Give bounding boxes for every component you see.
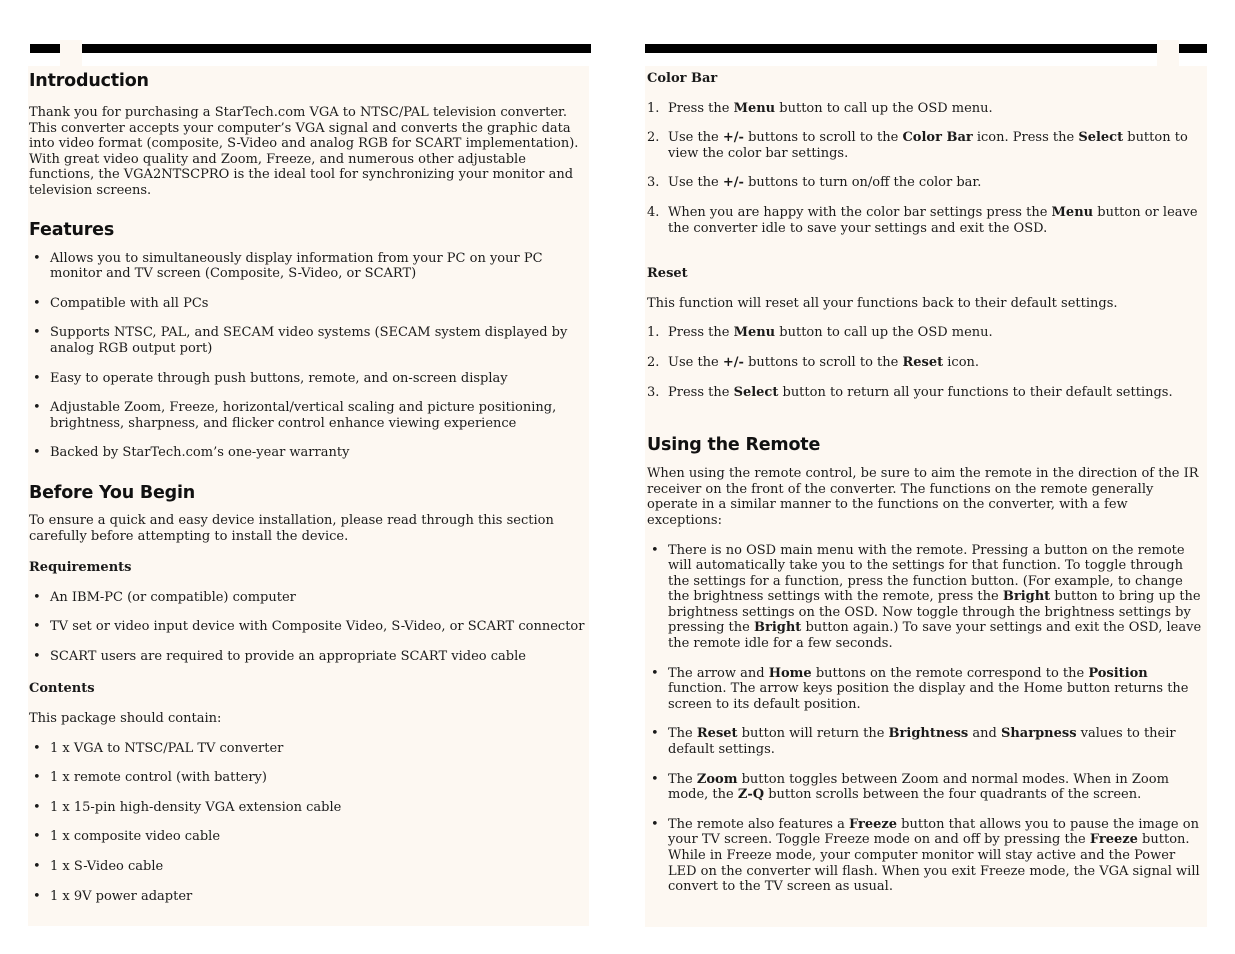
item-text: button to view the color bar settings. — [668, 130, 1188, 161]
item-text: Compatible with all PCs — [50, 295, 209, 311]
item-text: Allows you to simultaneously display information from your PC on your PC monitor and TV screen (Composite, S-Video, or SCART) — [50, 250, 543, 282]
requirements-heading: Requirements — [29, 560, 132, 576]
bullet-icon: • — [651, 542, 659, 558]
list-item — [29, 889, 589, 905]
item-text: The arrow and — [668, 665, 769, 681]
features-list — [29, 251, 589, 461]
list-item — [29, 296, 589, 312]
step-number: 1. — [647, 325, 660, 341]
item-bold-text: +/- — [722, 130, 744, 146]
list-item — [647, 666, 1205, 713]
bullet-icon: • — [651, 665, 659, 681]
bullet-icon: • — [33, 325, 41, 341]
bullet-icon: • — [33, 445, 41, 461]
item-text: button again.) To save your settings and exit the OSD, leave the remote idle for a few seconds. — [668, 620, 1202, 652]
using-the-remote-intro: When using the remote control, be sure to aim the remote in the direction of the IR receiver on the front of the converter. The functions on the remote generally operate in a similar manner to the functions on the converter, with a few exceptions: — [647, 466, 1199, 528]
color-bar-steps — [647, 101, 1205, 237]
left-page — [0, 0, 617, 954]
item-text: button to bring up the brightness settings on the OSD. Now toggle through the brightness settings by pressing the — [668, 589, 1201, 636]
item-text: 1 x composite video cable — [50, 829, 221, 845]
item-bold-text: Bright — [1002, 589, 1051, 605]
step-number: 2. — [647, 130, 660, 146]
item-text: Press the — [668, 384, 734, 400]
item-text: button toggles between Zoom and normal modes. When in Zoom mode, the — [668, 771, 1169, 803]
list-item — [29, 741, 589, 757]
step-number: 2. — [647, 354, 660, 370]
step-item — [647, 101, 1205, 117]
list-item — [29, 619, 589, 635]
item-text: button or leave the converter idle to save your settings and exit the OSD. — [668, 204, 1198, 236]
item-bold-text: +/- — [722, 175, 744, 191]
step-item — [647, 355, 1205, 371]
bullet-icon: • — [651, 726, 659, 742]
item-bold-text: Home — [768, 665, 812, 681]
remote-list — [647, 543, 1205, 895]
item-text: buttons on the remote correspond to the — [811, 665, 1089, 681]
bullet-icon: • — [33, 799, 41, 815]
step-item — [647, 325, 1205, 341]
left-header-bar — [30, 44, 591, 53]
item-text: button scrolls between the four quadrants of the screen. — [764, 787, 1142, 803]
item-bold-text: Z-Q — [737, 787, 765, 803]
list-item — [29, 800, 589, 816]
introduction-body: Thank you for purchasing a StarTech.com VGA to NTSC/PAL television converter. This converter accepts your computer’s VGA signal and converts the graphic data into video format (composite, S-Video and analog RGB for SCART implementation). With great video quality and Zoom, Freeze, and numerous other adjustable functions, the VGA2NTSCPRO is the ideal tool for synchronizing your monitor and television screens. — [29, 105, 579, 198]
list-item — [29, 649, 589, 665]
item-text: button to call up the OSD menu. — [775, 100, 993, 116]
item-bold-text: Menu — [733, 325, 776, 341]
bullet-icon: • — [33, 370, 41, 386]
color-bar-heading: Color Bar — [647, 71, 718, 86]
bullet-icon: • — [33, 400, 41, 416]
item-text: The — [668, 726, 697, 742]
step-number: 3. — [647, 175, 660, 191]
bullet-icon: • — [33, 740, 41, 756]
item-text: The — [668, 771, 697, 787]
list-item — [29, 829, 589, 845]
item-text: There is no OSD main menu with the remote. Pressing a button on the remote will automatically take you to the settings for that function. To toggle through the settings for a function, press the function button. (For example, to change the brightness settings with the remote, press the — [668, 542, 1185, 605]
step-number: 1. — [647, 100, 660, 116]
item-text: button to return all your functions to their default settings. — [778, 384, 1173, 400]
reset-heading: Reset — [647, 266, 688, 282]
requirements-list — [29, 590, 589, 665]
list-item — [647, 817, 1205, 895]
reset-intro: This function will reset all your functions back to their default settings. — [647, 295, 1118, 311]
step-item — [647, 175, 1205, 191]
item-text: button to call up the OSD menu. — [775, 325, 993, 341]
item-bold-text: Freeze — [1089, 832, 1138, 848]
bullet-icon: • — [651, 771, 659, 787]
item-bold-text: Brightness — [888, 726, 969, 742]
step-number: 3. — [647, 384, 660, 400]
step-item — [647, 385, 1205, 401]
step-item — [647, 130, 1205, 161]
item-text: icon. Press the — [972, 130, 1079, 146]
list-item — [29, 859, 589, 875]
list-item — [29, 371, 589, 387]
bullet-icon: • — [33, 829, 41, 845]
item-text: Use the — [668, 130, 723, 146]
contents-list — [29, 741, 589, 905]
item-text: Use the — [668, 354, 723, 370]
item-text: function. The arrow keys position the display and the Home button returns the screen to its default position. — [668, 681, 1189, 712]
item-bold-text: Reset — [696, 726, 738, 742]
item-text: Easy to operate through push buttons, remote, and on-screen display — [50, 370, 508, 386]
using-the-remote-heading: Using the Remote — [647, 435, 821, 456]
before-you-begin-heading: Before You Begin — [29, 482, 196, 503]
item-bold-text: +/- — [722, 354, 744, 370]
list-item — [29, 400, 589, 431]
bullet-icon: • — [651, 816, 659, 832]
item-text: Adjustable Zoom, Freeze, horizontal/vertical scaling and picture positioning, brightness, sharpness, and flicker control enhance viewing experience — [50, 400, 557, 431]
right-header-tab — [1157, 40, 1179, 67]
item-bold-text: Position — [1088, 665, 1148, 681]
item-text: The remote also features a — [668, 816, 849, 832]
item-text: button. While in Freeze mode, your computer monitor will stay active and the Power LED on the converter will flash. When you exit Freeze mode, the VGA signal will convert to the TV screen as usual. — [668, 832, 1200, 895]
item-text: Press the — [668, 325, 734, 341]
item-text: icon. — [943, 354, 980, 370]
item-bold-text: Reset — [902, 354, 944, 370]
item-bold-text: Select — [733, 384, 779, 400]
item-text: Supports NTSC, PAL, and SECAM video systems (SECAM system displayed by analog RGB output port) — [50, 325, 568, 356]
item-text: 1 x remote control (with battery) — [50, 770, 267, 786]
item-text: TV set or video input device with Composite Video, S-Video, or SCART connector — [50, 619, 585, 635]
item-text: button will return the — [737, 726, 889, 742]
list-item — [647, 772, 1205, 803]
contents-intro: This package should contain: — [29, 711, 222, 727]
item-text: 1 x 15-pin high-density VGA extension cable — [50, 799, 342, 815]
item-text: 1 x S-Video cable — [50, 859, 164, 875]
item-text: Press the — [668, 100, 734, 116]
right-header-bar — [645, 44, 1207, 53]
item-text: SCART users are required to provide an appropriate SCART video cable — [50, 648, 526, 664]
item-text: 1 x 9V power adapter — [50, 888, 193, 904]
features-heading: Features — [29, 219, 115, 240]
bullet-icon: • — [33, 770, 41, 786]
item-bold-text: Color Bar — [902, 130, 973, 146]
bullet-icon: • — [33, 888, 41, 904]
right-page — [617, 0, 1235, 954]
list-item — [647, 543, 1205, 652]
list-item — [29, 770, 589, 786]
introduction-heading: Introduction — [29, 71, 149, 91]
item-text: 1 x VGA to NTSC/PAL TV converter — [50, 740, 284, 756]
item-bold-text: Bright — [753, 620, 802, 636]
step-number: 4. — [647, 204, 660, 220]
list-item — [29, 590, 589, 606]
before-you-begin-body: To ensure a quick and easy device installation, please read through this section carefully before attempting to install the device. — [29, 512, 554, 544]
bullet-icon: • — [33, 250, 41, 266]
list-item — [29, 325, 589, 356]
item-text: Backed by StarTech.com’s one-year warranty — [50, 445, 350, 461]
item-text: When you are happy with the color bar settings press the — [668, 204, 1052, 220]
list-item — [29, 445, 589, 461]
item-bold-text: Sharpness — [1000, 726, 1077, 742]
bullet-icon: • — [33, 589, 41, 605]
item-text: button that allows you to pause the image on your TV screen. Toggle Freeze mode on and off by pressing the — [668, 816, 1199, 848]
item-bold-text: Menu — [733, 100, 776, 116]
bullet-icon: • — [33, 648, 41, 664]
item-text: buttons to scroll to the — [743, 130, 903, 146]
list-item — [647, 726, 1205, 757]
item-text: buttons to scroll to the — [743, 354, 903, 370]
item-text: values to their default settings. — [668, 726, 1176, 758]
bullet-icon: • — [33, 619, 41, 635]
list-item — [29, 251, 589, 282]
item-bold-text: Freeze — [848, 816, 898, 832]
item-text: buttons to turn on/off the color bar. — [743, 175, 982, 191]
step-item — [647, 205, 1205, 236]
reset-steps — [647, 325, 1205, 400]
left-header-tab — [60, 40, 82, 67]
item-text: and — [968, 726, 1001, 742]
item-text: Use the — [668, 175, 723, 191]
item-bold-text: Zoom — [696, 771, 738, 787]
bullet-icon: • — [33, 295, 41, 311]
bullet-icon: • — [33, 859, 41, 875]
item-text: An IBM-PC (or compatible) computer — [50, 589, 296, 605]
right-page-content — [647, 71, 1205, 895]
contents-heading: Contents — [29, 681, 95, 697]
item-bold-text: Menu — [1051, 204, 1094, 220]
left-page-content — [29, 70, 589, 904]
item-bold-text: Select — [1078, 130, 1124, 146]
